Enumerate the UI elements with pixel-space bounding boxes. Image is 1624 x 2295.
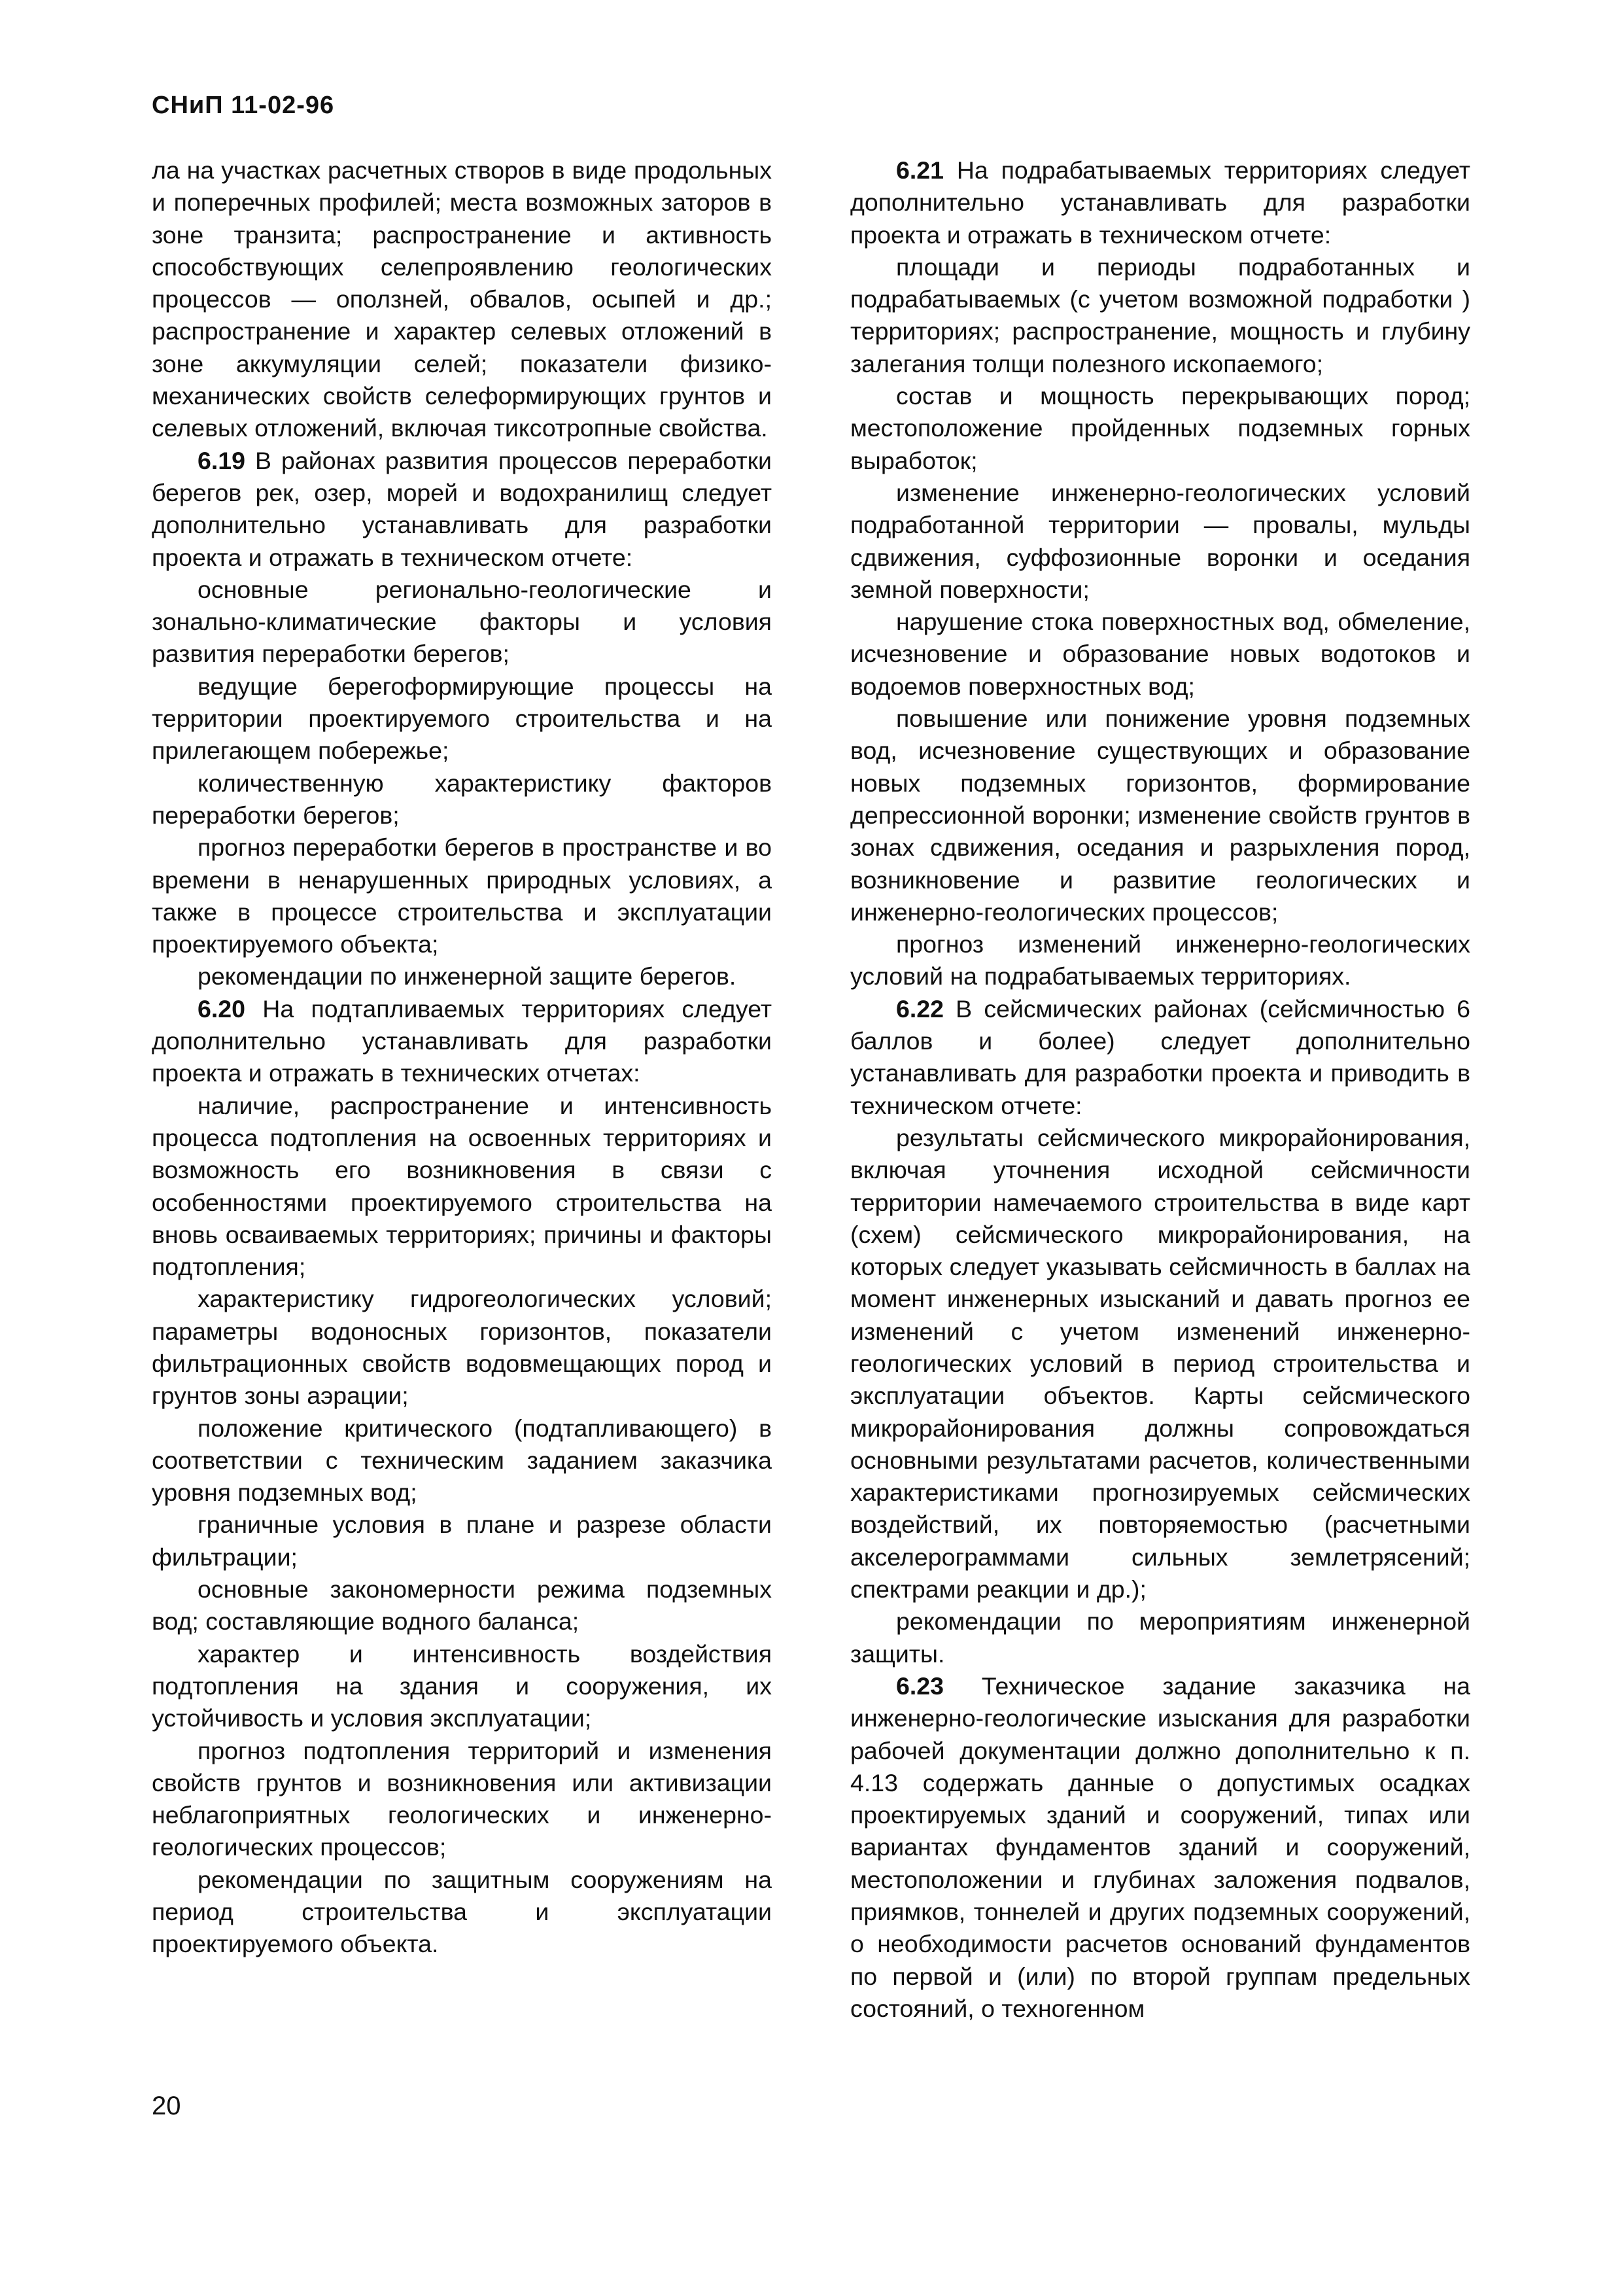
left-column: [152, 154, 772, 1961]
list-item: площади и периоды подработанных и подрабатываемых (с учетом возможной подработки ) территориях; распространение, мощность и глубину залегания толщи полезного ископаемого;: [850, 253, 1470, 377]
list-item: ведущие берегоформирующие процессы на территории проектируемого строительства и на прилегающем побережье;: [152, 672, 772, 765]
list-item: рекомендации по мероприятиям инженерной защиты.: [850, 1607, 1470, 1668]
page-number: 20: [152, 2092, 181, 2120]
list-item: изменение инженерно-геологических условий подработанной территории — провалы, мульды сдвижения, суффозионные воронки и оседания земной поверхности;: [850, 478, 1470, 603]
list-item: рекомендации по защитным сооружениям на период строительства и эксплуатации проектируемого объекта.: [152, 1865, 772, 1958]
section-6-20: [152, 993, 772, 1090]
section-number: 6.21: [896, 156, 944, 184]
list-item: граничные условия в плане и разрезе области фильтрации;: [152, 1511, 772, 1571]
list-item: состав и мощность перекрывающих пород; местоположение пройденных подземных горных выработок;: [850, 382, 1470, 474]
section-text: В сейсмических районах (сейсмичностью 6 баллов и более) следует дополнительно устанавливать для разработки проекта и приводить в техническом отчете:: [850, 994, 1470, 1119]
list-item: характер и интенсивность воздействия подтопления на здания и сооружения, их устойчивость и условия эксплуатации;: [152, 1639, 772, 1732]
list-item: прогноз переработки берегов в пространстве и во времени в ненарушенных природных условиях, а также в процессе строительства и эксплуатации проектируемого объекта;: [152, 833, 772, 958]
paragraph-continuation: ла на участках расчетных створов в виде продольных и поперечных профилей; места возможных заторов в зоне транзита; распространение и активность способствующих селепроявлению геологических процессов — оползней, обвалов, осыпей и др.; распространение и характер селевых отложений в зоне аккумуляции селей; показатели физико-механических свойств селеформирующих грунтов и селевых отложений, включая тиксотропные свойства.: [152, 156, 772, 442]
section-number: 6.23: [896, 1672, 944, 1700]
section-text: На подтапливаемых территориях следует дополнительно устанавливать для разработки проекта и отражать в технических отчетах:: [152, 994, 772, 1087]
section-number: 6.19: [198, 446, 245, 474]
section-6-19: [152, 445, 772, 574]
right-column: [850, 154, 1470, 2025]
list-item: наличие, распространение и интенсивность процесса подтопления на освоенных территориях и возможность его возникновения в связи с особенностями проектируемого строительства на вновь осваиваемых территориях; причины и факторы подтопления;: [152, 1091, 772, 1281]
list-item: нарушение стока поверхностных вод, обмеление, исчезновение и образование новых водотоков и водоемов поверхностных вод;: [850, 608, 1470, 700]
section-6-22: [850, 993, 1470, 1122]
section-6-21: [850, 154, 1470, 251]
list-item: положение критического (подтапливающего) в соответствии с техническим заданием заказчика уровня подземных вод;: [152, 1414, 772, 1507]
list-item: рекомендации по инженерной защите берегов.: [198, 962, 736, 990]
section-number: 6.22: [896, 994, 944, 1023]
list-item: основные закономерности режима подземных вод; составляющие водного баланса;: [152, 1575, 772, 1636]
list-item: повышение или понижение уровня подземных вод, исчезновение существующих и образование новых подземных горизонтов, формирование депрессионной воронки; изменение свойств грунтов в зонах сдвижения, оседания и разрыхления пород, возникновение и развитие геологических и инженерно-геологических процессов;: [850, 705, 1470, 926]
section-text: Техническое задание заказчика на инженерно-геологические изыскания для разработки рабочей документации должно дополнительно к п. 4.13 содержать данные о допустимых осадках проектируемых зданий и сооружений, типах или вариантах фундаментов зданий и сооружений, местоположении и глубинах заложения подвалов, приямков, тоннелей и других подземных сооружений, о необходимости расчетов оснований фундаментов по первой и (или) по второй группам предельных состояний, о техногенном: [850, 1672, 1470, 2022]
section-text: В районах развития процессов переработки берегов рек, озер, морей и водохранилищ следует дополнительно устанавливать для разработки проекта и отражать в техническом отчете:: [152, 446, 772, 571]
list-item: прогноз подтопления территорий и изменения свойств грунтов и возникновения или активизации неблагоприятных геологических и инженерно-геологических процессов;: [152, 1736, 772, 1861]
section-number: 6.20: [198, 994, 245, 1023]
list-item: количественную характеристику факторов переработки берегов;: [152, 769, 772, 829]
section-6-23: [850, 1670, 1470, 2025]
list-item: прогноз изменений инженерно-геологических условий на подрабатываемых территориях.: [850, 930, 1470, 990]
document-header: СНиП 11-02-96: [152, 92, 335, 119]
list-item: основные регионально-геологические и зонально-климатические факторы и условия развития переработки берегов;: [152, 575, 772, 668]
list-item: результаты сейсмического микрорайонирования, включая уточнения исходной сейсмичности территории намечаемого строительства в виде карт (схем) сейсмического микрорайонирования, на которых следует указывать сейсмичность в баллах на момент инженерных изысканий и давать прогноз ее изменений с учетом изменений инженерно-геологических условий в период строительства и эксплуатации объектов. Карты сейсмического микрорайонирования должны сопровождаться основными результатами расчетов, количественными характеристиками прогнозируемых сейсмических воздействий, их повторяемостью (расчетными акселерограммами сильных землетрясений; спектрами реакции и др.);: [850, 1123, 1470, 1603]
list-item: характеристику гидрогеологических условий; параметры водоносных горизонтов, показатели фильтрационных свойств водовмещающих пород и грунтов зоны аэрации;: [152, 1285, 772, 1410]
section-text: На подрабатываемых территориях следует дополнительно устанавливать для разработки проекта и отражать в техническом отчете:: [850, 156, 1470, 249]
